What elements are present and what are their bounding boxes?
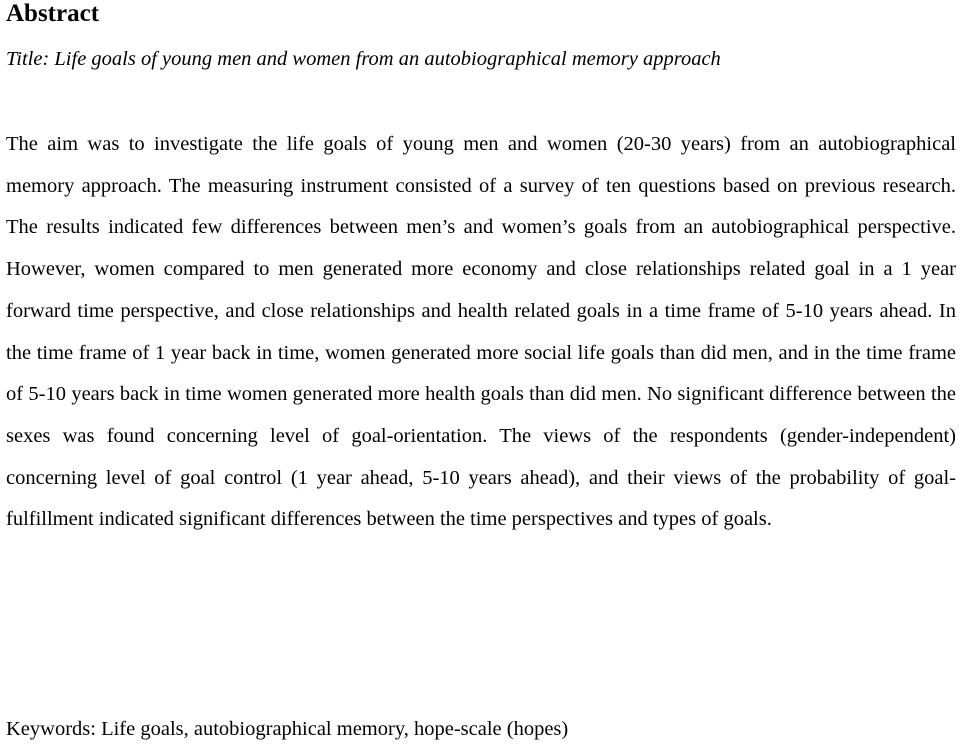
keywords-line: Keywords: Life goals, autobiographical memory, hope-scale (hopes) <box>6 718 569 740</box>
abstract-heading: Abstract <box>6 0 100 27</box>
abstract-body: The aim was to investigate the life goals of young men and women (20-30 years) from an autobiographical memory approach. The measuring instrument consisted of a survey of ten questions based on previous research. The results indicated few differences between men’s and women’s goals from an autobiographical perspective. However, women compared to men generated more economy and close relationships related goal in a 1 year forward time perspective, and close relationships and health related goals in a time frame of 5-10 years ahead. In the time frame of 1 year back in time, women generated more social life goals than did men, and in the time frame of 5-10 years back in time women generated more health goals than did men. No significant difference between the sexes was found concerning level of goal-orientation. The views of the respondents (gender-independent) concerning level of goal control (1 year ahead, 5-10 years ahead), and their views of the probability of goal-fulfillment indicated significant differences between the time perspectives and types of goals. <box>6 133 956 531</box>
paper-title: Title: Life goals of young men and women from an autobiographical memory approach <box>6 48 721 70</box>
